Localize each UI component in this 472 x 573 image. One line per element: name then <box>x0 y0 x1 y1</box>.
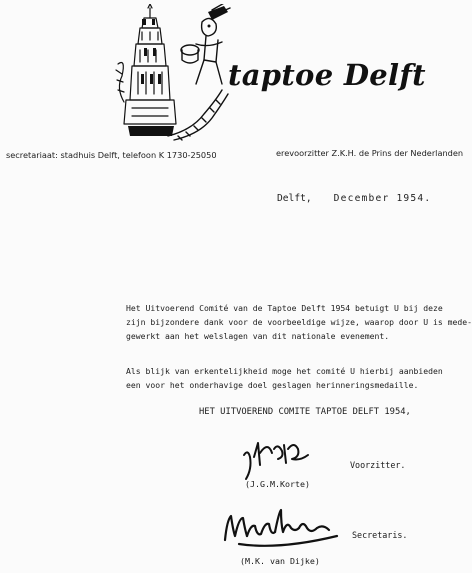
signature-secretary <box>219 506 349 550</box>
date-month-year: December 1954. <box>333 193 432 204</box>
letter-date <box>277 193 431 204</box>
patron-line: erevoorzitter Z.K.H. de Prins der Nederlanden <box>276 148 464 158</box>
paragraph-line: zijn bijzondere dank voor de voorbeeldige wijze, waarop door U is mede- <box>126 317 472 327</box>
body-paragraph-2 <box>126 364 443 392</box>
closing-line: HET UITVOEREND COMITE TAPTOE DELFT 1954, <box>199 407 411 417</box>
secretary-role: Secretaris. <box>352 530 408 540</box>
paragraph-line: gewerkt aan het welslagen van dit nationale evenement. <box>126 331 390 341</box>
chairman-name: (J.G.M.Korte) <box>245 479 310 489</box>
date-city: Delft, <box>277 193 312 204</box>
chairman-role: Voorzitter. <box>350 460 406 470</box>
secretary-name: (M.K. van Dijke) <box>240 556 320 566</box>
signature-chairman <box>238 435 318 483</box>
body-paragraph-1 <box>126 301 472 343</box>
paragraph-line: Het Uitvoerend Comité van de Taptoe Delft 1954 betuigt U bij deze <box>126 303 443 313</box>
secretariat-address: secretariaat: stadhuis Delft, telefoon K 1730-25050 <box>6 150 217 160</box>
paragraph-line: Als blijk van erkentelijkheid moge het comité U hierbij aanbieden <box>126 366 443 376</box>
brand-title: taptoe Delft <box>228 58 426 92</box>
letterhead-illustration <box>112 4 238 144</box>
paragraph-line: een voor het onderhavige doel geslagen herinneringsmedaille. <box>126 380 419 390</box>
